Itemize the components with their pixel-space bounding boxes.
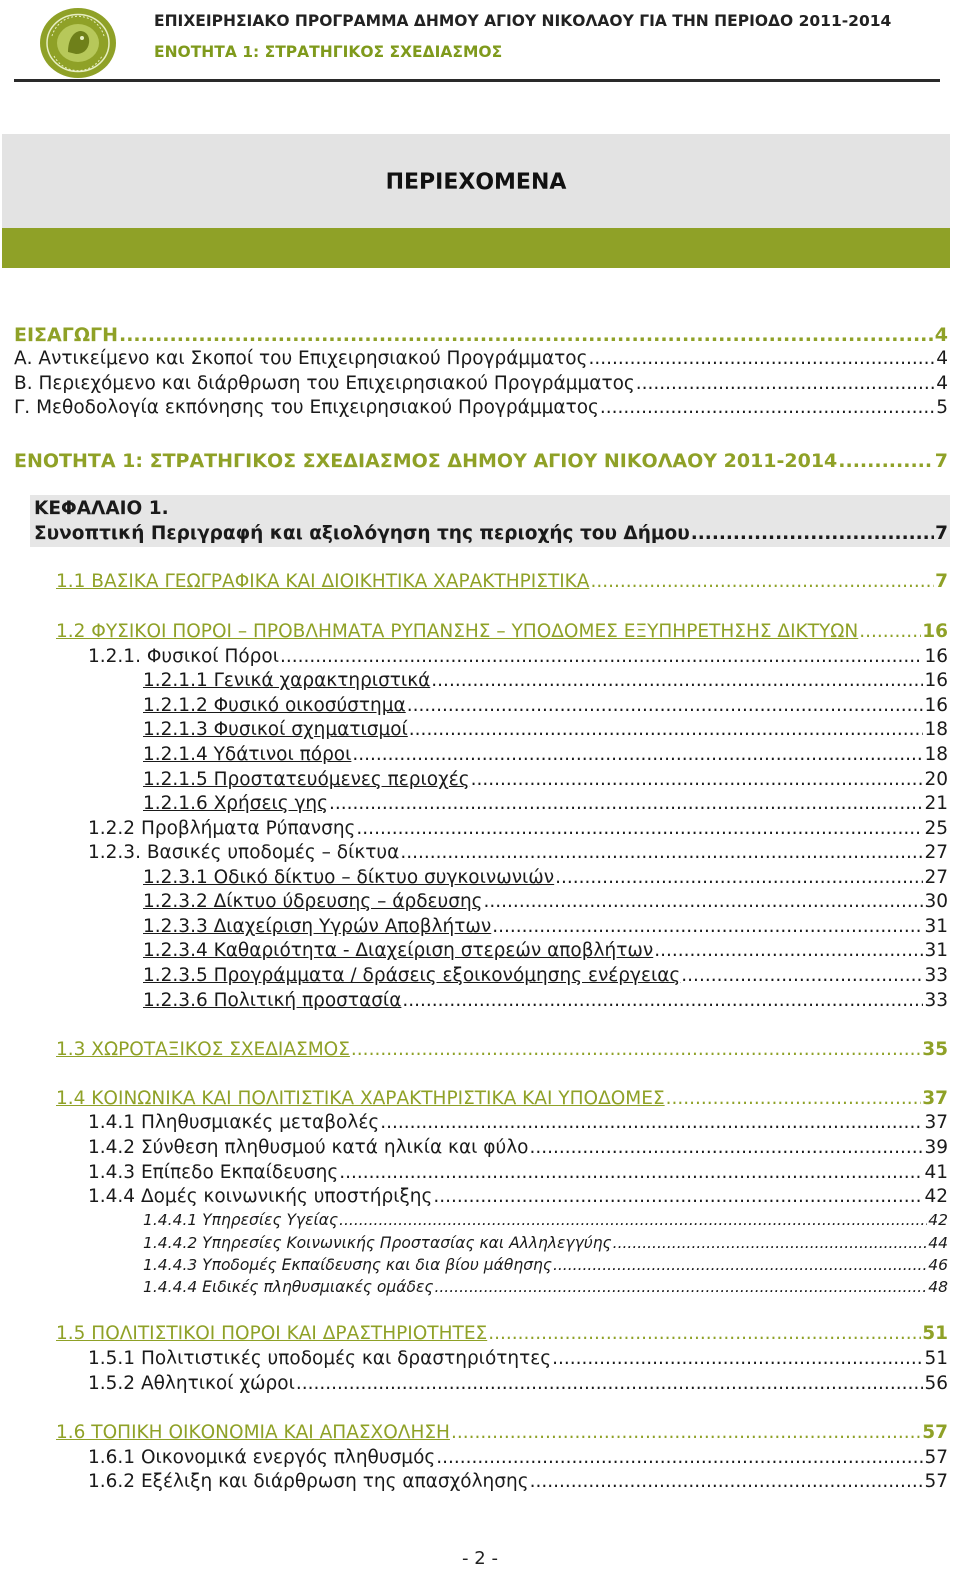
toc-entry-title[interactable]: 1.2 ΦΥΣΙΚΟΙ ΠΟΡΟΙ – ΠΡΟΒΛΗΜΑΤΑ ΡΥΠΑΝΣΗΣ – ΥΠΟΔΟΜΕΣ ΕΞΥΠΗΡΕΤΗΣΗΣ ΔΙΚΤΥΩΝ (56, 621, 859, 642)
toc-dot-leader (351, 1038, 921, 1062)
toc-entry[interactable] (14, 323, 948, 347)
toc-entry[interactable] (143, 866, 948, 890)
toc-entry[interactable] (143, 915, 948, 939)
toc-entry[interactable] (143, 1253, 948, 1277)
toc-dot-leader (296, 1372, 924, 1396)
toc-dot-leader (600, 396, 935, 420)
toc-entry-title[interactable]: 1.4.2 Σύνθεση πληθυσμού κατά ηλικία και φύλο (88, 1137, 529, 1158)
toc-dot-leader (433, 1185, 923, 1209)
toc-dot-leader (409, 718, 924, 742)
toc-entry-title[interactable]: Β. Περιεχόμενο και διάρθρωση του Επιχειρησιακού Προγράμματος (14, 373, 635, 394)
toc-page-number[interactable]: 16 (922, 621, 948, 642)
toc-dot-leader (552, 1347, 923, 1371)
toc-page-number[interactable]: 35 (922, 1039, 948, 1060)
toc-entry[interactable] (88, 1470, 948, 1494)
toc-dot-leader (666, 1087, 922, 1111)
toc-entry[interactable] (56, 570, 948, 594)
toc-entry[interactable] (88, 817, 948, 841)
toc-dot-leader (402, 989, 923, 1013)
toc-entry[interactable] (143, 792, 948, 816)
toc-dot-leader (339, 1161, 923, 1185)
toc-entry-title[interactable]: 1.3 ΧΩΡΟΤΑΞΙΚΟΣ ΣΧΕΔΙΑΣΜΟΣ (56, 1039, 350, 1060)
toc-dot-leader (588, 347, 935, 371)
toc-page-number[interactable]: 57 (924, 1447, 948, 1468)
toc-entry-title[interactable]: 1.4.4 Δομές κοινωνικής υποστήριξης (88, 1186, 433, 1207)
toc-page-number[interactable]: 56 (924, 1373, 948, 1394)
toc-entry-title[interactable]: 1.2.1.4 Υδάτινοι πόροι (143, 744, 352, 765)
toc-entry-title[interactable]: ΕΝΟΤΗΤΑ 1: ΣΤΡΑΤΗΓΙΚΟΣ ΣΧΕΔΙΑΣΜΟΣ ΔΗΜΟΥ ΑΓΙΟΥ ΝΙΚΟΛΑΟΥ 2011-2014 (14, 450, 838, 472)
toc-dot-leader (590, 570, 934, 594)
toc-dot-leader (436, 1446, 923, 1470)
section-subtitle: ΕΝΟΤΗΤΑ 1: ΣΤΡΑΤΗΓΙΚΟΣ ΣΧΕΔΙΑΣΜΟΣ (154, 43, 503, 61)
toc-dot-leader (681, 964, 923, 988)
banner-accent-band (2, 228, 950, 268)
toc-page-number[interactable]: 44 (928, 1234, 948, 1252)
toc-page-number[interactable]: 25 (924, 818, 948, 839)
toc-dot-leader (613, 1231, 928, 1255)
toc-entry-title[interactable]: 1.2.3.1 Οδικό δίκτυο – δίκτυο συγκοινωνιών (143, 867, 555, 888)
toc-entry-title[interactable]: 1.2.3.4 Καθαριότητα - Διαχείριση στερεών αποβλήτων (143, 940, 654, 961)
toc-entry-title[interactable]: Γ. Μεθοδολογία εκπόνησης του Επιχειρησιακού Προγράμματος (14, 397, 599, 418)
toc-entry-title[interactable]: 1.2.1.3 Φυσικοί σχηματισμοί (143, 719, 408, 740)
toc-page-number[interactable]: 41 (924, 1162, 948, 1183)
toc-dot-leader (636, 372, 935, 396)
toc-page-number[interactable]: 27 (924, 842, 948, 863)
page-number: - 2 - (462, 1548, 498, 1569)
toc-entry-title[interactable]: 1.4.4.1 Υπηρεσίες Υγείας (143, 1211, 339, 1229)
toc-entry-title[interactable]: 1.2.1.1 Γενικά χαρακτηριστικά (143, 670, 431, 691)
toc-entry[interactable] (143, 768, 948, 792)
toc-entry[interactable] (143, 1275, 948, 1299)
toc-entry[interactable] (88, 841, 948, 865)
toc-entry-title[interactable]: 1.2.2 Προβλήματα Ρύπανσης (88, 818, 356, 839)
toc-page-number[interactable]: 7 (934, 450, 948, 472)
toc-entry[interactable] (143, 694, 948, 718)
toc-entry[interactable] (56, 620, 948, 644)
toc-entry[interactable] (143, 718, 948, 742)
toc-page-number[interactable]: 21 (924, 793, 948, 814)
toc-page-number[interactable]: 42 (928, 1211, 948, 1229)
toc-entry[interactable] (34, 522, 948, 546)
toc-dot-leader (339, 1208, 927, 1232)
toc-entry-title[interactable]: 1.4.1 Πληθυσμιακές μεταβολές (88, 1112, 380, 1133)
toc-dot-leader (451, 1421, 921, 1445)
toc-entry-title[interactable]: 1.6.2 Εξέλιξη και διάρθρωση της απασχόλησης (88, 1471, 529, 1492)
toc-entry[interactable] (34, 497, 948, 521)
toc-dot-leader (488, 1322, 921, 1346)
toc-entry-title[interactable]: Συνοπτική Περιγραφή και αξιολόγηση της περιοχής του Δήμου (34, 523, 690, 544)
toc-dot-leader (492, 915, 923, 939)
toc-dot-leader (484, 890, 924, 914)
contents-banner (2, 134, 950, 228)
toc-entry[interactable] (143, 1231, 948, 1255)
toc-page-number[interactable]: 57 (924, 1471, 948, 1492)
toc-page-number[interactable]: 20 (924, 769, 948, 790)
toc-page-number[interactable]: 57 (922, 1422, 948, 1443)
toc-entry-title[interactable]: ΚΕΦΑΛΑΙΟ 1. (34, 498, 169, 519)
toc-dot-leader (434, 1275, 927, 1299)
toc-dot-leader (654, 939, 923, 963)
toc-page-number[interactable]: 18 (924, 719, 948, 740)
toc-dot-leader (352, 743, 923, 767)
toc-entry-title[interactable]: 1.4.3 Επίπεδο Εκπαίδευσης (88, 1162, 339, 1183)
toc-page-number[interactable]: 16 (924, 695, 948, 716)
toc-dot-leader (380, 1111, 923, 1135)
toc-entry[interactable] (143, 1208, 948, 1232)
toc-dot-leader (400, 841, 923, 865)
toc-entry[interactable] (14, 347, 948, 371)
toc-page-number[interactable]: 46 (928, 1256, 948, 1274)
toc-dot-leader (329, 792, 923, 816)
toc-page-number[interactable]: 51 (924, 1348, 948, 1369)
toc-page-number[interactable]: 33 (924, 990, 948, 1011)
toc-entry-title[interactable]: 1.4.4.3 Υποδομές Εκπαίδευσης και δια βίου μάθησης (143, 1256, 552, 1274)
toc-entry-title[interactable]: 1.1 ΒΑΣΙΚΑ ΓΕΩΓΡΑΦΙΚΑ ΚΑΙ ΔΙΟΙΚΗΤΙΚΑ ΧΑΡΑΚΤΗΡΙΣΤΙΚΑ (56, 571, 590, 592)
toc-entry[interactable] (14, 449, 948, 473)
toc-entry[interactable] (143, 669, 948, 693)
toc-entry-title[interactable]: 1.5 ΠΟΛΙΤΙΣΤΙΚΟΙ ΠΟΡΟΙ ΚΑΙ ΔΡΑΣΤΗΡΙΟΤΗΤΕΣ (56, 1323, 488, 1344)
toc-entry[interactable] (88, 1347, 948, 1371)
toc-page-number[interactable]: 51 (922, 1323, 948, 1344)
toc-dot-leader (356, 817, 923, 841)
toc-entry-title[interactable]: 1.2.3.3 Διαχείριση Υγρών Αποβλήτων (143, 916, 492, 937)
toc-entry[interactable] (143, 964, 948, 988)
toc-page-number[interactable]: 27 (924, 867, 948, 888)
toc-page-number[interactable]: 31 (924, 940, 948, 961)
toc-entry-title[interactable]: 1.4 ΚΟΙΝΩΝΙΚΑ ΚΑΙ ΠΟΛΙΤΙΣΤΙΚΑ ΧΑΡΑΚΤΗΡΙΣΤΙΚΑ ΚΑΙ ΥΠΟΔΟΜΕΣ (56, 1088, 665, 1109)
toc-entry[interactable] (56, 1421, 948, 1445)
toc-page-number[interactable]: 18 (924, 744, 948, 765)
toc-page-number[interactable]: 5 (936, 397, 948, 418)
toc-entry[interactable] (143, 939, 948, 963)
header-divider (14, 79, 940, 82)
toc-dot-leader (553, 1253, 927, 1277)
toc-entry-title[interactable]: 1.2.3.2 Δίκτυο ύδρευσης – άρδευσης (143, 891, 483, 912)
toc-dot-leader (530, 1470, 924, 1494)
toc-entry[interactable] (88, 1372, 948, 1396)
toc-entry[interactable] (56, 1322, 948, 1346)
toc-dot-leader (407, 694, 924, 718)
toc-page-number[interactable]: 7 (935, 571, 948, 592)
toc-entry[interactable] (88, 1136, 948, 1160)
document-title: ΕΠΙΧΕΙΡΗΣΙΑΚΟ ΠΡΟΓΡΑΜΜΑ ΔΗΜΟΥ ΑΓΙΟΥ ΝΙΚΟΛΑΟΥ ΓΙΑ ΤΗΝ ΠΕΡΙΟΔΟ 2011-2014 (154, 12, 892, 30)
toc-entry[interactable] (88, 645, 948, 669)
toc-entry-title[interactable]: Α. Αντικείμενο και Σκοποί του Επιχειρησιακού Προγράμματος (14, 348, 588, 369)
toc-dot-leader (555, 866, 923, 890)
toc-entry[interactable] (88, 1161, 948, 1185)
toc-entry[interactable] (143, 743, 948, 767)
toc-entry-title[interactable]: ΕΙΣΑΓΩΓΗ (14, 324, 118, 346)
toc-entry-title[interactable]: 1.5.1 Πολιτιστικές υποδομές και δραστηριότητες (88, 1348, 552, 1369)
toc-entry-title[interactable]: 1.2.3.6 Πολιτική προστασία (143, 990, 402, 1011)
toc-entry[interactable] (88, 1111, 948, 1135)
toc-entry[interactable] (88, 1185, 948, 1209)
toc-page-number[interactable]: 42 (924, 1186, 948, 1207)
municipal-seal-icon (38, 6, 118, 80)
toc-entry-title[interactable]: 1.4.4.4 Ειδικές πληθυσμιακές ομάδες (143, 1278, 434, 1296)
toc-entry-title[interactable]: 1.6.1 Οικονομικά ενεργός πληθυσμός (88, 1447, 436, 1468)
toc-entry[interactable] (143, 890, 948, 914)
toc-dot-leader (471, 768, 924, 792)
contents-title: ΠΕΡΙΕΧΟΜΕΝΑ (385, 170, 567, 195)
toc-page-number[interactable]: 4 (936, 373, 948, 394)
toc-page-number[interactable]: 7 (935, 523, 948, 544)
toc-page-number[interactable]: 4 (936, 348, 948, 369)
toc-entry-title[interactable]: 1.2.1. Φυσικοί Πόροι (88, 646, 279, 667)
toc-entry[interactable] (14, 396, 948, 420)
toc-page-number[interactable]: 37 (924, 1112, 948, 1133)
toc-page-number[interactable]: 30 (924, 891, 948, 912)
toc-entry-title[interactable]: 1.2.1.6 Χρήσεις γης (143, 793, 328, 814)
toc-page-number[interactable]: 48 (928, 1278, 948, 1296)
toc-page-number[interactable]: 16 (924, 646, 948, 667)
toc-entry-title[interactable]: 1.4.4.2 Υπηρεσίες Κοινωνικής Προστασίας και Αλληλεγγύης (143, 1234, 612, 1252)
toc-entry[interactable] (14, 372, 948, 396)
toc-page-number[interactable]: 37 (922, 1088, 948, 1109)
toc-entry-title[interactable]: 1.6 ΤΟΠΙΚΗ ΟΙΚΟΝΟΜΙΑ ΚΑΙ ΑΠΑΣΧΟΛΗΣΗ (56, 1422, 450, 1443)
toc-dot-leader (859, 620, 921, 644)
toc-page-number[interactable]: 33 (924, 965, 948, 986)
toc-page-number[interactable]: 39 (924, 1137, 948, 1158)
toc-dot-leader (691, 522, 934, 546)
toc-entry-title[interactable]: 1.5.2 Αθλητικοί χώροι (88, 1373, 295, 1394)
toc-dot-leader (838, 449, 933, 473)
toc-page-number[interactable]: 4 (934, 324, 948, 346)
toc-dot-leader (431, 669, 923, 693)
toc-entry[interactable] (88, 1446, 948, 1470)
toc-dot-leader (529, 1136, 923, 1160)
toc-entry[interactable] (56, 1087, 948, 1111)
toc-entry-title[interactable]: 1.2.1.2 Φυσικό οικοσύστημα (143, 695, 406, 716)
toc-entry[interactable] (56, 1038, 948, 1062)
toc-dot-leader (280, 645, 923, 669)
toc-page-number[interactable]: 16 (924, 670, 948, 691)
toc-page-number[interactable]: 31 (924, 916, 948, 937)
toc-entry-title[interactable]: 1.2.1.5 Προστατευόμενες περιοχές (143, 769, 470, 790)
toc-dot-leader (119, 323, 934, 347)
toc-entry[interactable] (143, 989, 948, 1013)
toc-entry-title[interactable]: 1.2.3. Βασικές υποδομές – δίκτυα (88, 842, 400, 863)
toc-entry-title[interactable]: 1.2.3.5 Προγράμματα / δράσεις εξοικονόμησης ενέργειας (143, 965, 681, 986)
